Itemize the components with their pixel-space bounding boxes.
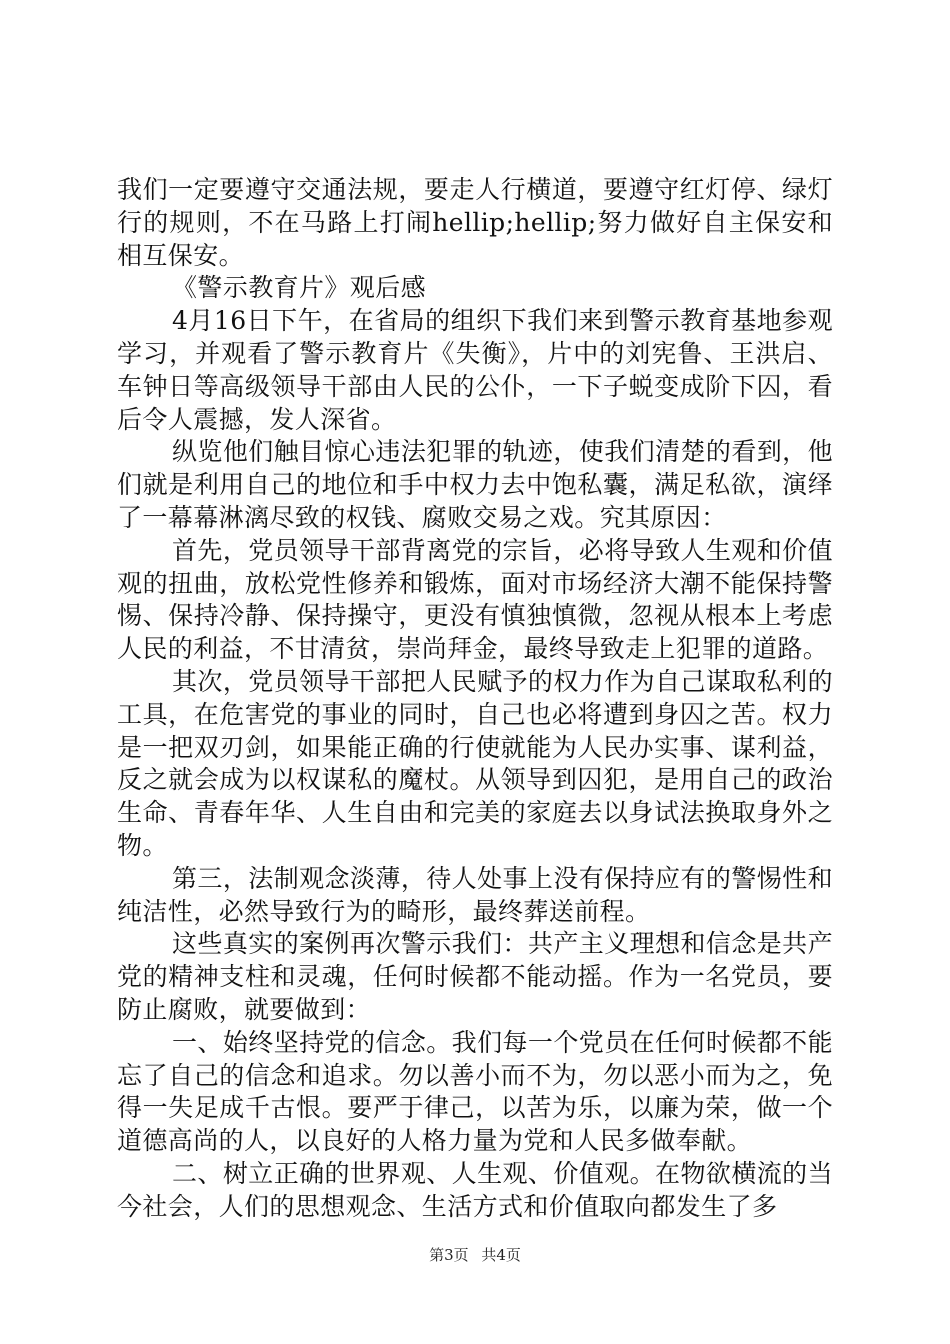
paragraph: 首先，党员领导干部背离党的宗旨，必将导致人生观和价值观的扭曲，放松党性修养和锻炼，面对市场经济大潮不能保持警惕、保持冷静、保持操守，更没有慎独慎微，忽视从根本上考虑人民的利益，不甘清贫，崇尚拜金，最终导致走上犯罪的道路。 <box>117 535 833 664</box>
paragraph: 一、始终坚持党的信念。我们每一个党员在任何时候都不能忘了自己的信念和追求。勿以善小而不为，勿以恶小而为之，免得一失足成千古恨。要严于律己，以苦为乐，以廉为荣，做一个道德高尚的人，以良好的人格力量为党和人民多做奉献。 <box>117 1027 833 1156</box>
page-total: 共4页 <box>481 1246 521 1264</box>
page-footer <box>0 1244 950 1265</box>
paragraph-intro: 我们一定要遵守交通法规，要走人行横道，要遵守红灯停、绿灯行的规则，不在马路上打闹hellip;hellip;努力做好自主保安和相互保安。 <box>117 175 833 270</box>
paragraph: 纵览他们触目惊心违法犯罪的轨迹，使我们清楚的看到，他们就是利用自己的地位和手中权力去中饱私囊，满足私欲，演绎了一幕幕淋漓尽致的权钱、腐败交易之戏。究其原因： <box>117 437 833 532</box>
page-number: 第3页 <box>429 1246 469 1264</box>
paragraph: 4月16日下午，在省局的组织下我们来到警示教育基地参观学习，并观看了警示教育片《失衡》，片中的刘宪鲁、王洪启、车钟日等高级领导干部由人民的公仆，一下子蜕变成阶下囚，看后令人震撼，发人深省。 <box>117 306 833 434</box>
paragraph: 二、树立正确的世界观、人生观、价值观。在物欲横流的当今社会，人们的思想观念、生活方式和价值取向都发生了多 <box>117 1158 833 1221</box>
section-title: 《警示教育片》观后感 <box>172 273 427 303</box>
paragraph: 第三，法制观念淡薄，待人处事上没有保持应有的警惕性和纯洁性，必然导致行为的畸形，最终葬送前程。 <box>117 863 833 926</box>
paragraph: 其次，党员领导干部把人民赋予的权力作为自己谋取私利的工具，在危害党的事业的同时，自己也必将遭到身囚之苦。权力是一把双刃剑，如果能正确的行使就能为人民办实事、谋利益，反之就会成为以权谋私的魔杖。从领导到囚犯，是用自己的政治生命、青春年华、人生自由和完美的家庭去以身试法换取身外之物。 <box>117 666 833 860</box>
paragraph: 这些真实的案例再次警示我们：共产主义理想和信念是共产党的精神支柱和灵魂，任何时候都不能动摇。作为一名党员，要防止腐败，就要做到： <box>117 929 833 1024</box>
document-body <box>117 174 833 1224</box>
